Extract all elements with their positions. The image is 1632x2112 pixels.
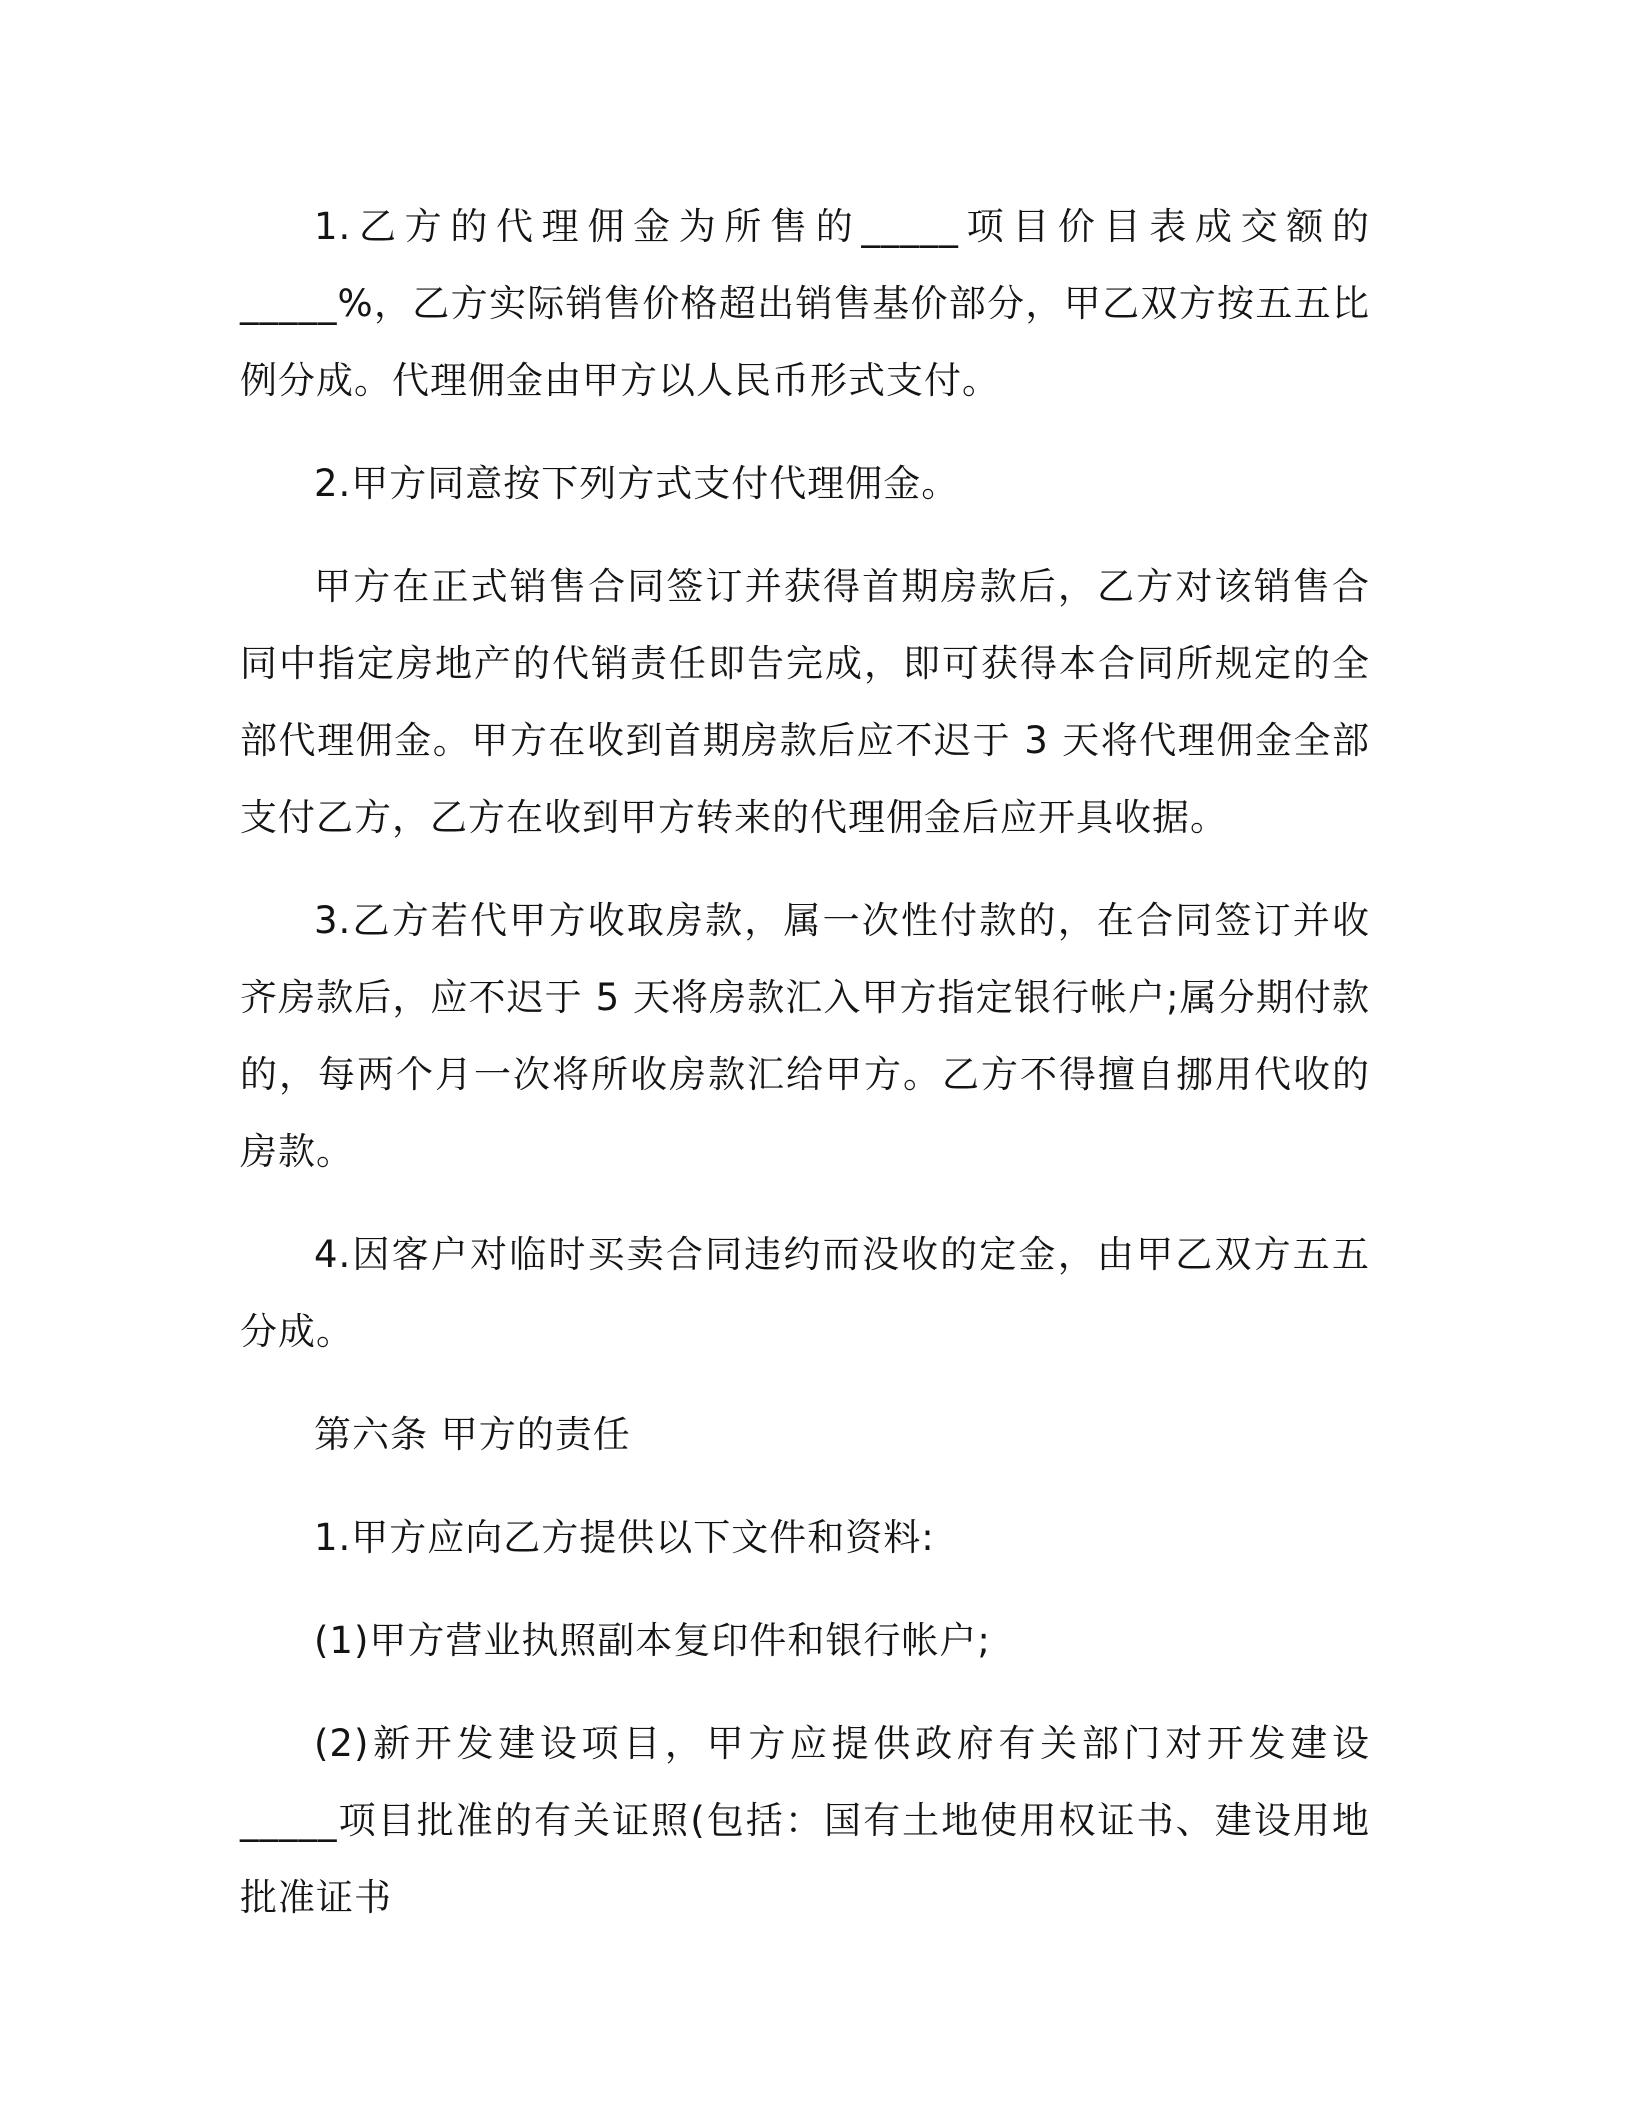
document-body: [240, 188, 1370, 1936]
paragraph-documents-to-provide: 1.甲方应向乙方提供以下文件和资料:: [314, 1516, 935, 1559]
paragraph-forfeited-deposit: 4.因客户对临时买卖合同违约而没收的定金，由甲乙双方五五分成。: [240, 1233, 1370, 1353]
paragraph-commission-rate: 1.乙方的代理佣金为所售的_____项目价目表成交额的_____%，乙方实际销售价格超出销售基价部分，甲乙双方按五五比例分成。代理佣金由甲方以人民币形式支付。: [240, 205, 1370, 402]
paragraph-project-approvals: (2)新开发建设项目，甲方应提供政府有关部门对开发建设_____项目批准的有关证照(包括：国有土地使用权证书、建设用地批准证书: [240, 1722, 1370, 1919]
paragraph-business-license: (1)甲方营业执照副本复印件和银行帐户;: [314, 1619, 991, 1662]
paragraph-collection-of-payments: 3.乙方若代甲方收取房款，属一次性付款的，在合同签订并收齐房款后，应不迟于 5 天将房款汇入甲方指定银行帐户;属分期付款的，每两个月一次将所收房款汇给甲方。乙方不得擅自挪用代收的房款。: [240, 899, 1370, 1173]
paragraph-payment-method: 2.甲方同意按下列方式支付代理佣金。: [314, 462, 960, 505]
paragraph-payment-timing: 甲方在正式销售合同签订并获得首期房款后，乙方对该销售合同中指定房地产的代销责任即告完成，即可获得本合同所规定的全部代理佣金。甲方在收到首期房款后应不迟于 3 天将代理佣金全部支付乙方，乙方在收到甲方转来的代理佣金后应开具收据。: [240, 565, 1370, 839]
section-heading-party-a-responsibilities: 第六条 甲方的责任: [314, 1413, 631, 1456]
